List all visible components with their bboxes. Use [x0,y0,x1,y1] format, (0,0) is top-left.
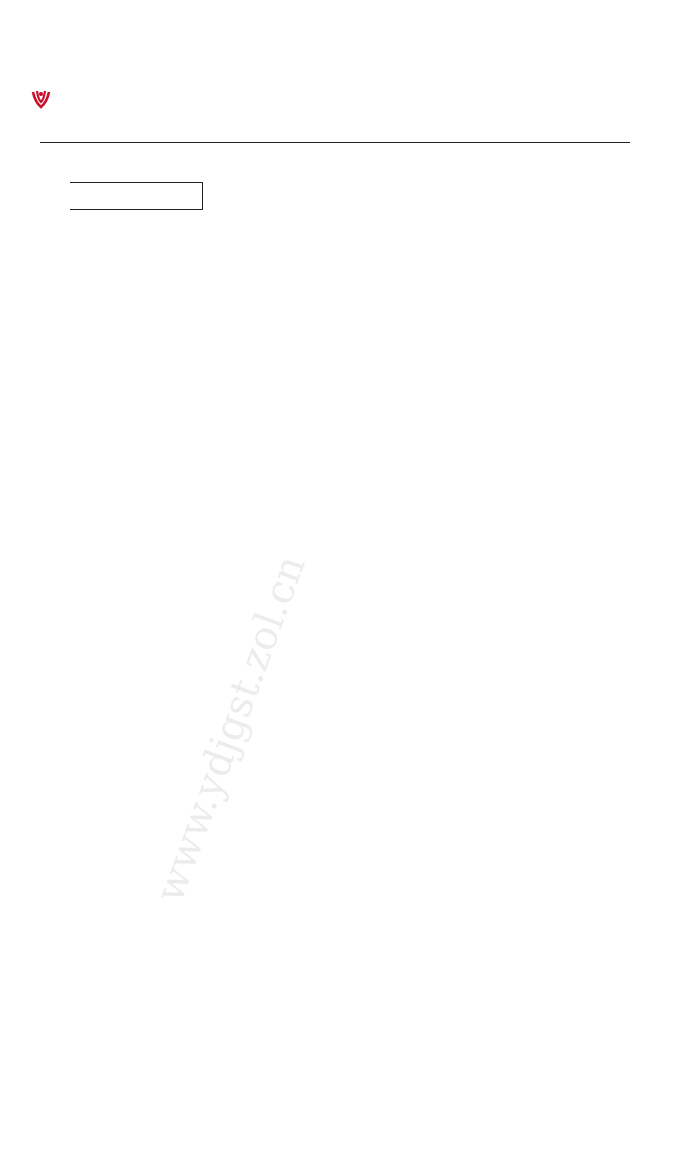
table-head [70,183,640,210]
watermark: www.ydjgst.zol.cn [146,549,315,909]
running-header [40,116,630,131]
site-logo [30,88,55,110]
data-table [70,182,640,210]
logo-icon [30,88,52,110]
header-blank [70,183,202,210]
header-rule [40,142,630,143]
